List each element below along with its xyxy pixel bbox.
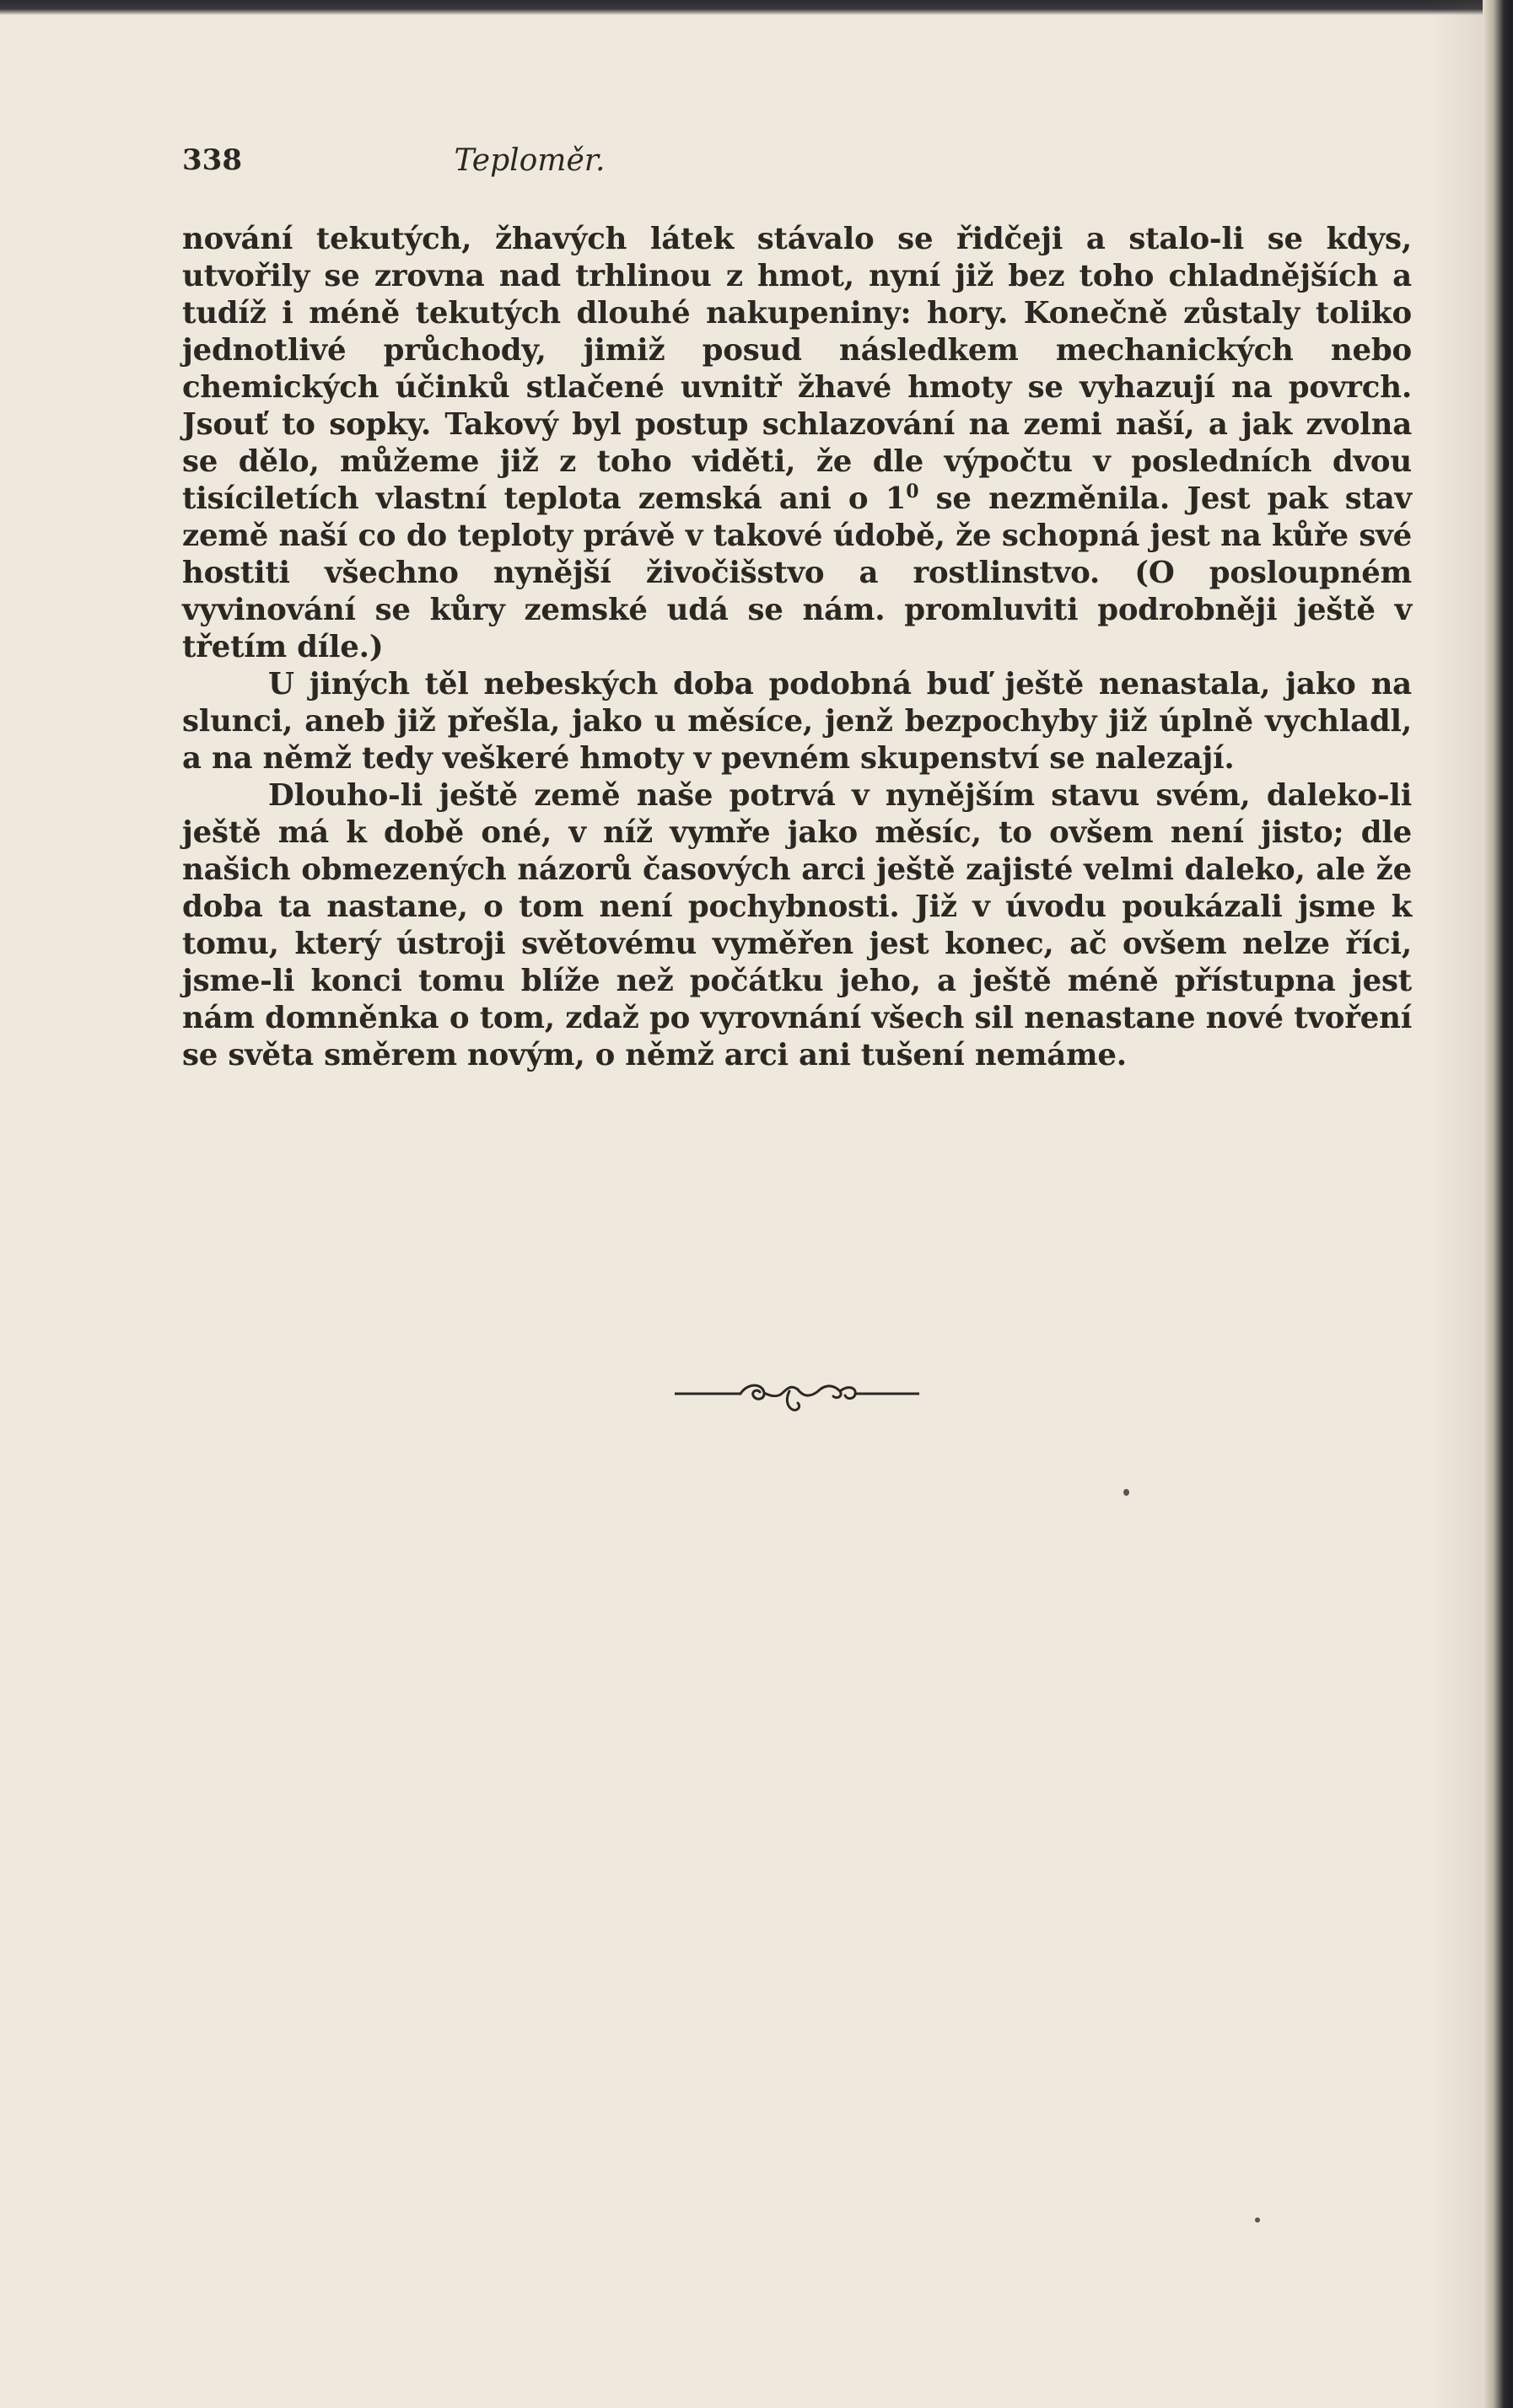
fleuron-ornament-icon xyxy=(675,1373,919,1415)
paragraph-2: U jiných těl nebeských doba podobná buď ještě nenastala, jako na slunci, aneb již přešla, jako u měsíce, jenž bezpochyby již úplně vychladl, a na němž tedy veškeré hmoty v pevném skupenství se nalezají. xyxy=(182,667,1412,776)
paper-speck xyxy=(1255,2217,1260,2223)
paragraph-1 xyxy=(182,221,1412,666)
running-title: Teploměr. xyxy=(454,143,606,178)
paragraph-1-text: nování tekutých, žhavých látek stávalo se řidčeji a stalo-li se kdys, utvořily se zrovna nad trhlinou z hmot, nyní již bez toho chladnějších a tudíž i méně tekutých dlouhé nakupeniny: hory. Konečně zůstaly toliko jednotlivé průchody, jimiž posud následkem mechanických nebo chemických účinků stlačené uvnitř žhavé hmoty se vyhazují na povrch. Jsouť to sopky. Takový byl postup schlazování na zemi naší, a jak zvolna se dělo, můžeme již z toho viděti, že dle výpočtu v posledních dvou tisíciletích vlastní teplota zemská ani o 1 xyxy=(182,222,1412,516)
paragraph-3: Dlouho-li ještě země naše potrvá v nynějším stavu svém, daleko-li ještě má k době oné, v níž vymře jako měsíc, to ovšem není jisto; dle našich obmezených názorů časových arci ještě zajisté velmi daleko, ale že doba ta nastane, o tom není pochybnosti. Již v úvodu poukázali jsme k tomu, který ústroji světovému vyměřen jest konec, ač ovšem nelze říci, jsme-li konci tomu blíže než počátku jeho, a ještě méně přístupna jest nám domněnka o tom, zdaž po vyrovnání všech sil nenastane nové tvoření se světa směrem novým, o němž arci ani tušení nemáme. xyxy=(182,778,1412,1072)
page-number: 338 xyxy=(182,143,242,177)
running-head xyxy=(182,143,877,185)
paper-speck xyxy=(1123,1489,1129,1496)
paragraph-1-rest: se nezměnila. Jest pak stav země naší co do teploty právě v takové údobě, že schopná jest na kůře své hostiti všechno nynější živočišstvo a rostlinstvo. (O posloupném vyvinování se kůry zemské udá se nám. promluviti podrobněji ještě v třetím díle.) xyxy=(182,481,1412,664)
degree-superscript: 0 xyxy=(906,481,919,503)
body-text xyxy=(182,221,1412,1074)
